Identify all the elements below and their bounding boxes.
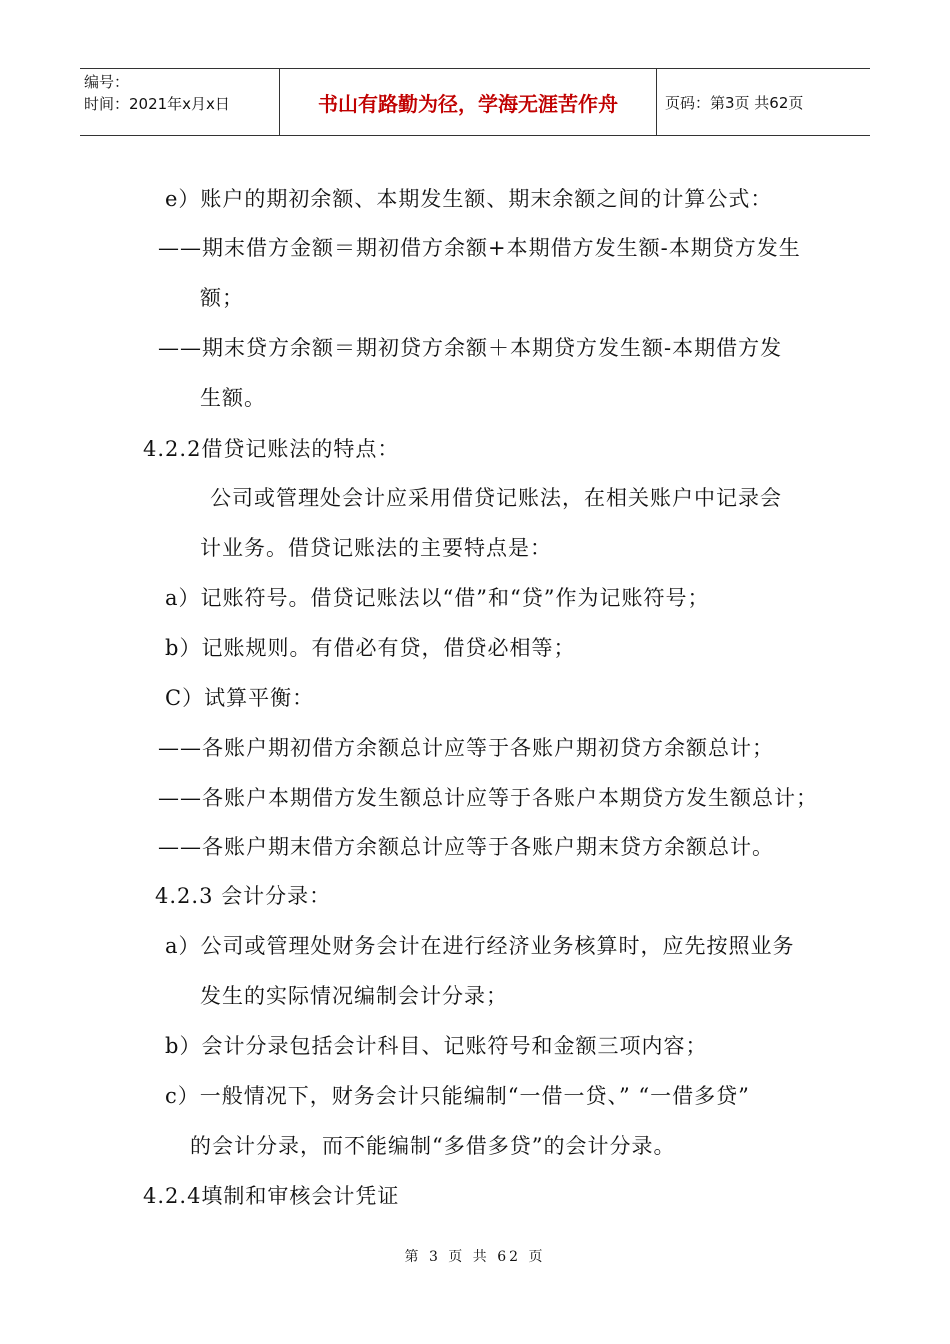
- entry-item-a-line1: a）公司或管理处财务会计在进行经济业务核算时，应先按照业务: [165, 934, 795, 958]
- section-4-2-4-heading: 4.2.4填制和审核会计凭证: [143, 1184, 400, 1208]
- entry-item-b: b）会计分录包括会计科目、记账符号和金额三项内容；: [165, 1034, 708, 1058]
- entry-item-c-line1: c）一般情况下，财务会计只能编制“一借一贷、” “一借多贷”: [165, 1084, 750, 1108]
- formula-intro: e）账户的期初余额、本期发生额、期末余额之间的计算公式：: [165, 187, 773, 211]
- item-b-rules: b）记账规则。有借必有贷，借贷必相等；: [165, 636, 576, 660]
- trial-balance-opening: ——各账户期初借方余额总计应等于各账户期初贷方余额总计；: [158, 736, 774, 760]
- formula-credit-line2: 生额。: [200, 386, 266, 410]
- header-info: [80, 69, 280, 135]
- section-4-2-3-heading: 4.2.3 会计分录：: [155, 884, 332, 908]
- document-time-label: 时间：2021年x月x日: [84, 95, 230, 113]
- formula-debit-line2: 额；: [200, 286, 244, 310]
- header-motto: 书山有路勤为径，学海无涯苦作舟: [318, 91, 618, 116]
- trial-balance-closing: ——各账户期末借方余额总计应等于各账户期末贷方余额总计。: [158, 835, 774, 859]
- document-number-label: 编号：: [84, 73, 130, 91]
- entry-item-a-line2: 发生的实际情况编制会计分录；: [200, 984, 508, 1008]
- section-4-2-2-para-line1: 公司或管理处会计应采用借贷记账法，在相关账户中记录会: [210, 486, 782, 510]
- formula-debit-line1: ——期末借方金额＝期初借方余额+本期借方发生额-本期贷方发生: [158, 236, 801, 260]
- header-page-info: 页码：第3页 共62页: [665, 93, 804, 112]
- item-a-symbols: a）记账符号。借贷记账法以“借”和“贷”作为记账符号；: [165, 586, 710, 610]
- section-4-2-2-para-line2: 计业务。借贷记账法的主要特点是：: [200, 536, 552, 560]
- header-motto-cell: [280, 69, 657, 135]
- section-4-2-2-heading: 4.2.2借贷记账法的特点：: [143, 437, 400, 461]
- trial-balance-period: ——各账户本期借方发生额总计应等于各账户本期贷方发生额总计；: [158, 786, 818, 810]
- item-c-trial-balance: C）试算平衡：: [165, 686, 315, 710]
- page-header: [80, 68, 870, 136]
- formula-credit-line1: ——期末贷方余额＝期初贷方余额＋本期贷方发生额-本期借方发: [158, 336, 783, 360]
- entry-item-c-line2: 的会计分录，而不能编制“多借多贷”的会计分录。: [190, 1134, 676, 1158]
- page-footer: 第 3 页 共 62 页: [404, 1249, 546, 1265]
